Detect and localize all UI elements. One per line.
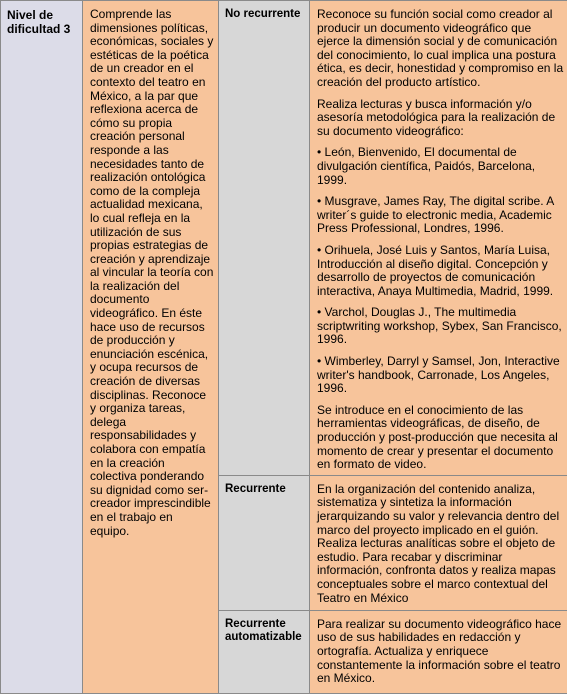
- row-content: [310, 476, 567, 608]
- reference-item: • Orihuela, José Luis y Santos, María Luisa, Introducción al diseño digital. Concepción y desarrollo de proyectos de comunicación interactiva, Anaya Multimedia, Madrid, 1999.: [317, 244, 567, 298]
- row-type-label: Recurrente automatizable: [219, 611, 309, 648]
- paragraph: Realiza lecturas y busca información y/o asesoría metodológica para la realización de su documento videográfico:: [317, 98, 567, 139]
- content-cell: [310, 1, 567, 476]
- table-row: [1, 1, 567, 476]
- row-content: [310, 1, 567, 475]
- paragraph: Se introduce en el conocimiento de las herramientas videográficas, de diseño, de producción y post-producción que necesita al momento de crear y presentar el documento en formato de video.: [317, 404, 567, 472]
- content-cell: [310, 475, 567, 610]
- reference-item: • León, Bienvenido, El documental de divulgación científica, Paidós, Barcelona, 1999.: [317, 146, 567, 187]
- reference-item: • Musgrave, James Ray, The digital scribe. A writer´s guide to electronic media, Academic Press Professional, Londres, 1996.: [317, 195, 567, 236]
- level-label: Nivel de dificultad 3: [1, 1, 82, 40]
- level-description: Comprende las dimensiones políticas, económicas, sociales y estéticas de la poética de un creador en el contexto del teatro en México, a la par que reflexiona acerca de cómo su propia creación personal responde a las necesidades tanto de realización ontológica como de la compleja actualidad mexicana, lo cual refleja en la utilización de sus propias estrategias de creación y aprendizaje al vincular la teoría con la realización del documento videográfico. En éste hace uso de recursos de producción y enunciación escénica, y ocupa recursos de creación de diversas disciplinas. Reconoce y organiza tareas, delega responsabilidades y colabora con empatía en la creación colectiva ponderando su dignidad como ser-creador imprescindible en el trabajo en equipo.: [83, 1, 218, 542]
- row-type-label: Recurrente: [219, 476, 309, 500]
- description-cell: [83, 1, 219, 694]
- reference-item: • Varchol, Douglas J., The multimedia scriptwriting workshop, Sybex, San Francisco, 1996.: [317, 306, 567, 347]
- paragraph: En la organización del contenido analiza, sistematiza y sintetiza la información jerarquizando su valor y relevancia dentro del marco del proyecto implicado en el guión. Realiza lecturas analíticas sobre el objeto de estudio. Para recabar y discriminar información, confronta datos y realiza mapas conceptuales sobre el marco contextual del Teatro en México: [317, 483, 567, 605]
- content-cell: [310, 610, 567, 693]
- paragraph: Para realizar su documento videográfico hace uso de sus habilidades en redacción y ortografía. Actualiza y enriquece constantemente la información sobre el teatro en México.: [317, 618, 567, 686]
- row-type-label: No recurrente: [219, 1, 309, 25]
- type-cell: [219, 610, 310, 693]
- type-cell: [219, 1, 310, 476]
- reference-item: • Wimberley, Darryl y Samsel, Jon, Interactive writer's handbook, Carronade, Los Angeles, 1996.: [317, 355, 567, 396]
- level-cell: [1, 1, 83, 694]
- type-cell: [219, 475, 310, 610]
- paragraph: Reconoce su función social como creador al producir un documento videográfico que ejerce la dimensión social y de comunicación del conocimiento, lo cual implica una postura ética, es decir, honestidad y compromiso en la creación del producto artístico.: [317, 8, 567, 90]
- row-content: [310, 611, 567, 689]
